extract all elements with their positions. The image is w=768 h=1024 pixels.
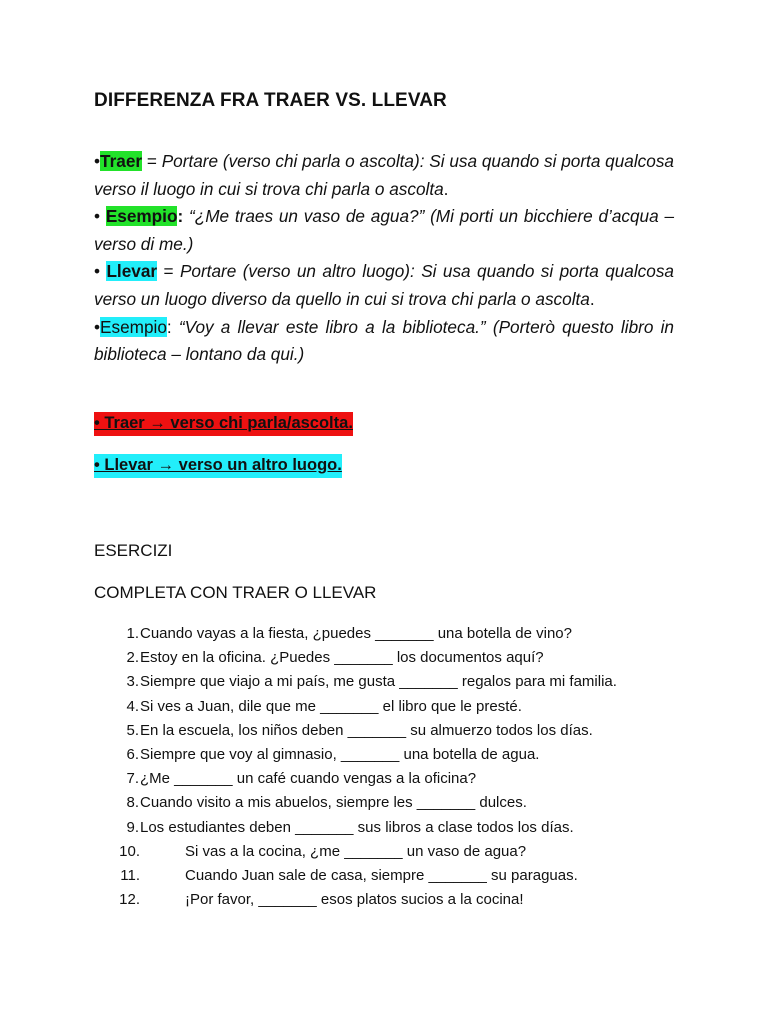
- colon: :: [177, 206, 189, 227]
- equals-sign: =: [157, 261, 180, 282]
- traer-example-text: “¿Me traes un vaso de agua?” (Mi porti un bicchiere d’acqua – verso di me.): [94, 206, 674, 254]
- list-item: [94, 743, 714, 767]
- summary-traer-text: • Traer → verso chi parla/ascolta.: [94, 412, 353, 436]
- exercise-list: [94, 622, 714, 912]
- list-item: [94, 767, 714, 791]
- colon: :: [166, 316, 179, 337]
- item-text: ¡Por favor, _______ esos platos sucios a la cocina!: [185, 891, 524, 909]
- item-number: 11.: [120, 867, 140, 885]
- summary-traer: [94, 414, 353, 433]
- item-number: 4.: [126, 697, 139, 715]
- item-number: 6.: [126, 746, 139, 764]
- list-item: [94, 816, 714, 840]
- item-text: Si ves a Juan, dile que me _______ el libro que le presté.: [140, 697, 522, 715]
- example-label: Esempio: [105, 206, 178, 227]
- list-item: [94, 864, 714, 888]
- item-text: Cuando vayas a la fiesta, ¿puedes _______ una botella de vino?: [140, 625, 572, 642]
- traer-text: Portare (verso chi parla o ascolta): Si usa quando si porta qualcosa verso il luogo in cui si trova chi parla o ascolta: [94, 151, 674, 199]
- llevar-text: Portare (verso un altro luogo): Si usa quando si porta qualcosa verso un luogo diverso da quello in cui si trova chi parla o ascolta: [94, 261, 674, 309]
- item-text: ¿Me _______ un café cuando vengas a la oficina?: [140, 770, 477, 788]
- definitions-block: [94, 148, 674, 369]
- traer-definition: [94, 148, 674, 203]
- page-title: DIFFERENZA FRA TRAER VS. LLEVAR: [94, 90, 447, 111]
- item-text: Cuando visito a mis abuelos, siempre les _______ dulces.: [140, 794, 527, 812]
- list-item: [94, 646, 714, 670]
- item-number: 3.: [126, 673, 139, 691]
- list-item: [94, 670, 714, 694]
- item-number: 2.: [126, 649, 139, 667]
- llevar-word: Llevar: [106, 261, 158, 282]
- example-label: Esempio: [100, 316, 167, 337]
- item-number: 8.: [126, 794, 139, 812]
- item-number: 7.: [126, 770, 139, 788]
- bullet: •: [94, 316, 101, 337]
- traer-word: Traer: [100, 151, 143, 171]
- item-text: Estoy en la oficina. ¿Puedes _______ los documentos aquí?: [140, 649, 544, 667]
- bullet: •: [94, 261, 107, 282]
- bullet: •: [94, 151, 101, 171]
- item-number: 12.: [119, 891, 140, 909]
- bullet: •: [94, 206, 106, 227]
- list-item: [94, 840, 714, 864]
- exercises-instruction: COMPLETA CON TRAER O LLEVAR: [94, 583, 377, 602]
- list-item: [94, 791, 714, 815]
- llevar-definition: [94, 258, 674, 313]
- item-text: Siempre que viajo a mi país, me gusta _______ regalos para mi familia.: [140, 673, 617, 691]
- summary-llevar: [94, 456, 342, 475]
- item-text: Los estudiantes deben _______ sus libros a clase todos los días.: [140, 818, 574, 836]
- summary-llevar-text: • Llevar → verso un altro luogo.: [94, 454, 342, 478]
- list-item: [94, 888, 714, 912]
- item-text: Siempre que voy al gimnasio, _______ una botella de agua.: [140, 746, 540, 764]
- llevar-example: [94, 314, 674, 369]
- item-number: 10.: [119, 842, 140, 860]
- list-item: [94, 695, 714, 719]
- list-item: [94, 622, 714, 646]
- item-text: Si vas a la cocina, ¿me _______ un vaso de agua?: [185, 842, 527, 860]
- equals-sign: =: [142, 151, 162, 171]
- traer-example: [94, 203, 674, 258]
- period: .: [443, 178, 449, 199]
- item-text: Cuando Juan sale de casa, siempre _______ su paraguas.: [185, 867, 578, 885]
- item-number: 9.: [126, 818, 139, 836]
- list-item: [94, 719, 714, 743]
- item-text: En la escuela, los niños deben _______ su almuerzo todos los días.: [140, 721, 593, 739]
- item-number: 5.: [126, 721, 139, 739]
- exercises-heading: ESERCIZI: [94, 541, 173, 560]
- llevar-example-text: “Voy a llevar este libro a la biblioteca.” (Porterò questo libro in biblioteca – lontano da qui.): [94, 316, 674, 365]
- item-number: 1.: [126, 625, 139, 642]
- period: .: [589, 288, 595, 309]
